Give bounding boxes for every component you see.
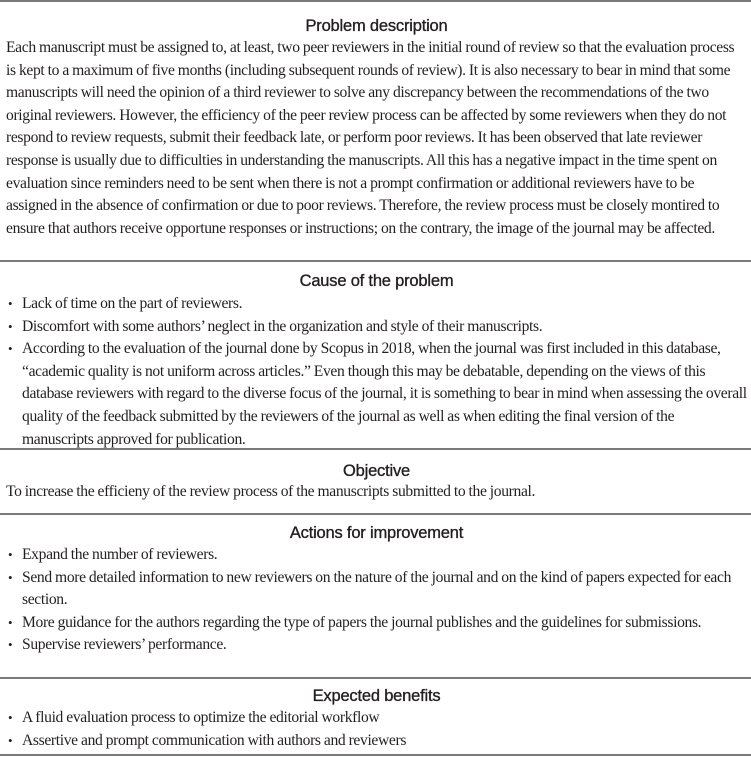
list-item: [6, 338, 747, 451]
section-heading: Problem description: [305, 17, 448, 35]
section-heading: Cause of the problem: [299, 272, 454, 290]
list-item: [6, 316, 747, 339]
actions-list: [6, 544, 747, 657]
bullet-icon: •: [8, 732, 13, 748]
problem-description-section: [0, 2, 751, 262]
list-item-text: Lack of time on the part of reviewers.: [22, 295, 243, 312]
list-item-text: Send more detailed information to new reviewers on the nature of the journal and on the kind of papers expected for each section.: [22, 568, 732, 609]
list-item: [6, 730, 747, 753]
cause-of-problem-section: [0, 262, 751, 450]
cause-list: [6, 293, 747, 451]
bullet-icon: •: [8, 341, 13, 357]
list-item: [6, 567, 747, 612]
list-item: [6, 544, 747, 567]
bullet-icon: •: [8, 569, 13, 585]
bullet-icon: •: [8, 318, 13, 334]
objective-text: To increase the efficieny of the review process of the manuscripts submitted to the journal.: [6, 483, 536, 500]
list-item: [6, 293, 747, 316]
list-item: [6, 707, 747, 730]
list-item: [6, 634, 747, 657]
section-heading: Actions for improvement: [289, 524, 464, 542]
section-heading: Objective: [343, 462, 410, 480]
section-heading: Expected benefits: [312, 687, 441, 705]
expected-benefits-section: [0, 679, 751, 756]
bullet-icon: •: [8, 710, 13, 725]
list-item-text: A fluid evaluation process to optimize the editorial workflow: [22, 709, 380, 726]
list-item-text: Supervise reviewers’ performance.: [22, 636, 227, 654]
list-item: [6, 612, 747, 635]
list-item-text: More guidance for the authors regarding the type of papers the journal publishes and the guidelines for submissions.: [22, 613, 702, 631]
bullet-icon: •: [8, 547, 13, 562]
list-item-text: Discomfort with some authors’ neglect in the organization and style of their manuscripts.: [22, 317, 543, 335]
objective-section: [0, 450, 751, 515]
list-item-text: Assertive and prompt communication with authors and reviewers: [22, 731, 407, 749]
actions-for-improvement-section: [0, 515, 751, 679]
bullet-icon: •: [8, 637, 13, 653]
problem-description-text: Each manuscript must be assigned to, at least, two peer reviewers in the initial round of review so that the evaluation process is kept to a maximum of five months (including subsequent rounds of review). It is also necessary to bear in mind that some manuscripts will need the opinion of a third reviewer to solve any discrepancy between the recommendations of the two original reviewers. However, the efficiency of the peer review process can be affected by some reviewers when they do not respond to review requests, submit their feedback late, or perform poor reviews. It has been observed that late reviewer response is usually due to difficulties in understanding the manuscripts. All this has a negative impact in the time spent on evaluation since reminders need to be sent when there is not a prompt confirmation or additional reviewers have to be assigned in the absence of confirmation or due to poor reviews. Therefore, the review process must be closely montired to ensure that authors receive opportune responses or instructions; on the contrary, the image of the journal may be affected.: [6, 39, 735, 237]
bullet-icon: •: [8, 614, 13, 630]
bullet-icon: •: [8, 296, 13, 311]
benefits-list: [6, 707, 747, 752]
list-item-text: According to the evaluation of the journal done by Scopus in 2018, when the journal was first included in this database, “academic quality is not uniform across articles.” Even though this may be debatable, depending on the views of this database reviewers with regard to the diverse focus of the journal, it is something to bear in mind when assessing the overall quality of the feedback submitted by the reviewers of the journal as well as when editing the final version of the manuscripts approved for publication.: [22, 340, 747, 448]
list-item-text: Expand the number of reviewers.: [22, 546, 218, 563]
